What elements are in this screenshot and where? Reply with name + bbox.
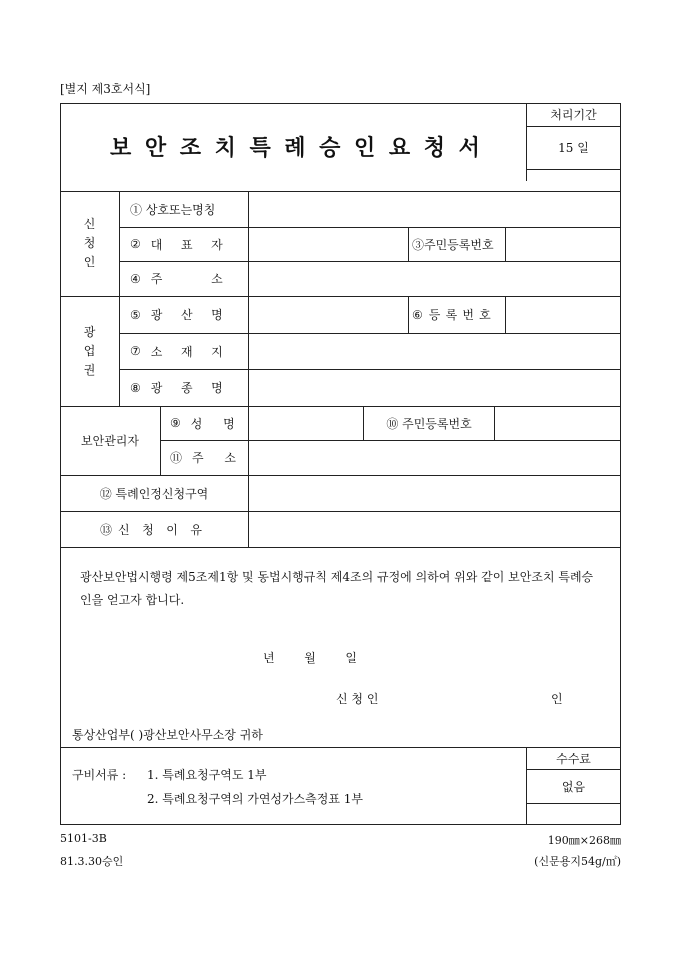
mine-name-input[interactable] xyxy=(249,297,407,332)
label-char: 소 xyxy=(211,272,223,286)
label-char: 표 xyxy=(180,237,193,252)
approval-date: 81.3.30승인 xyxy=(60,855,124,868)
addressee-text: 통상산업부( )광산보안사무소장 귀하 xyxy=(72,728,263,742)
label-number: ⑪ xyxy=(170,451,183,465)
label-char: 번 xyxy=(462,308,474,322)
processing-period-label: 처리기간 xyxy=(550,108,597,122)
reason-input[interactable] xyxy=(249,512,620,546)
registration-number-input[interactable] xyxy=(506,297,620,332)
date-line xyxy=(263,649,357,666)
label-text xyxy=(151,343,223,360)
label-char: 광 xyxy=(150,381,163,395)
fee-value: 없음 xyxy=(561,779,586,794)
label-char: 종 xyxy=(180,381,193,395)
label-text xyxy=(151,236,223,253)
seal-mark: 인 xyxy=(551,692,563,706)
label-char: 지 xyxy=(211,344,223,359)
label-number: ④ xyxy=(130,271,141,286)
manager-name-label xyxy=(170,406,242,440)
divider xyxy=(119,191,120,406)
attachment-item: 1. 특례요청구역도 1부 xyxy=(147,768,267,782)
label-char: 자 xyxy=(211,237,223,252)
processing-period-value: 15 일 xyxy=(558,141,589,155)
label-char: 재 xyxy=(180,344,193,359)
label-text xyxy=(429,306,491,323)
form-title xyxy=(110,128,480,164)
safety-manager-group-label: 보안관리자 xyxy=(81,434,139,448)
representative-label xyxy=(130,227,242,261)
label-char: 성 xyxy=(190,416,203,431)
divider xyxy=(526,169,621,170)
mine-right-group-label xyxy=(60,296,119,406)
special-zone-input[interactable] xyxy=(249,476,620,510)
date-char: 월 xyxy=(304,651,316,665)
applicant-group-label xyxy=(60,191,119,296)
title-char: 치 xyxy=(214,134,236,161)
label-char: 호 xyxy=(479,308,491,322)
representative-input[interactable] xyxy=(249,228,407,260)
label-number: ⑨ xyxy=(170,416,181,430)
representative-rrn-label: ③주민등록번호 xyxy=(412,237,494,252)
mine-name-label xyxy=(130,296,242,333)
form-label: [별지 제3호서식] xyxy=(60,82,151,96)
manager-rrn-input[interactable] xyxy=(495,407,620,439)
group-char: 청 xyxy=(83,236,96,250)
divider xyxy=(526,803,621,804)
group-char: 권 xyxy=(83,362,96,377)
label-number: ⑬ xyxy=(100,522,113,537)
label-char: 대 xyxy=(150,237,163,252)
label-number: ⑤ xyxy=(130,307,141,322)
registration-number-label xyxy=(412,296,500,333)
fee-label: 수수료 xyxy=(556,751,591,766)
label-char: 주 xyxy=(192,451,204,465)
label-char: 명 xyxy=(211,308,223,322)
label-char: 산 xyxy=(180,308,193,322)
label-number: ⑥ xyxy=(412,307,423,322)
group-char: 인 xyxy=(83,255,96,269)
label-char: 명 xyxy=(211,381,223,395)
label-char: 소 xyxy=(224,451,237,465)
group-char: 신 xyxy=(83,217,96,231)
label-char: 소 xyxy=(150,344,163,359)
label-text xyxy=(151,379,223,396)
divider xyxy=(408,296,409,333)
applicant-sign-label: 신 청 인 xyxy=(336,692,379,706)
divider xyxy=(408,227,409,261)
title-char: 례 xyxy=(284,134,306,161)
label-char: 이 xyxy=(166,522,178,537)
paper-size: 190㎜×268㎜ xyxy=(547,834,621,847)
label-number: ⑦ xyxy=(130,344,141,358)
label-number: ⑧ xyxy=(130,380,141,395)
location-input[interactable] xyxy=(249,334,620,368)
label-char: 광 xyxy=(150,308,163,322)
address-label xyxy=(130,261,242,296)
label-text xyxy=(151,270,223,287)
group-char: 업 xyxy=(83,343,96,358)
title-char: 보 xyxy=(110,134,132,161)
company-name-label: ① 상호또는명칭 xyxy=(130,202,216,217)
address-input[interactable] xyxy=(249,262,620,295)
company-name-input[interactable] xyxy=(249,192,620,226)
label-char: 신 xyxy=(118,522,130,537)
paper-spec: (신문용지54g/㎡) xyxy=(534,855,621,868)
date-char: 일 xyxy=(345,651,357,665)
divider xyxy=(160,406,161,475)
title-char: 특 xyxy=(249,134,271,161)
representative-rrn-input[interactable] xyxy=(506,228,620,260)
manager-address-label xyxy=(170,440,242,475)
divider xyxy=(60,547,621,548)
form-code: 5101-3B xyxy=(60,832,107,845)
reason-label xyxy=(100,511,210,547)
title-char: 조 xyxy=(179,134,201,161)
label-char: 명 xyxy=(223,416,235,431)
date-char: 년 xyxy=(263,651,275,665)
attachments-label: 구비서류 : xyxy=(72,768,127,782)
title-char: 안 xyxy=(144,134,167,161)
attachment-item: 2. 특례요청구역의 가연성가스측정표 1부 xyxy=(147,792,364,806)
title-char: 서 xyxy=(458,134,480,161)
mineral-input[interactable] xyxy=(249,370,620,405)
label-number: ② xyxy=(130,237,141,251)
label-text xyxy=(118,521,202,538)
location-label xyxy=(130,333,242,369)
mineral-label xyxy=(130,369,242,406)
label-char: 록 xyxy=(445,308,458,322)
group-char: 광 xyxy=(83,324,96,339)
label-char: 주 xyxy=(150,272,163,286)
label-char: 청 xyxy=(142,522,154,537)
declaration-text: 광산보안법시행령 제5조제1항 및 동법시행규칙 제4조의 규정에 의하여 위와 같이 보안조치 특례승인을 얻고자 합니다. xyxy=(80,570,594,607)
manager-rrn-label: ⑩ 주민등록번호 xyxy=(386,416,472,431)
label-char: 유 xyxy=(190,522,202,537)
title-char: 인 xyxy=(354,134,376,161)
special-zone-label: ⑫ 특례인정신청구역 xyxy=(99,486,209,501)
title-char: 청 xyxy=(423,134,445,161)
label-text xyxy=(191,415,235,432)
label-text xyxy=(192,449,236,466)
manager-name-input[interactable] xyxy=(249,407,362,439)
title-char: 요 xyxy=(388,134,411,161)
label-char: 등 xyxy=(428,308,441,322)
manager-address-input[interactable] xyxy=(249,441,620,474)
title-char: 승 xyxy=(319,134,341,161)
label-text xyxy=(151,306,223,323)
